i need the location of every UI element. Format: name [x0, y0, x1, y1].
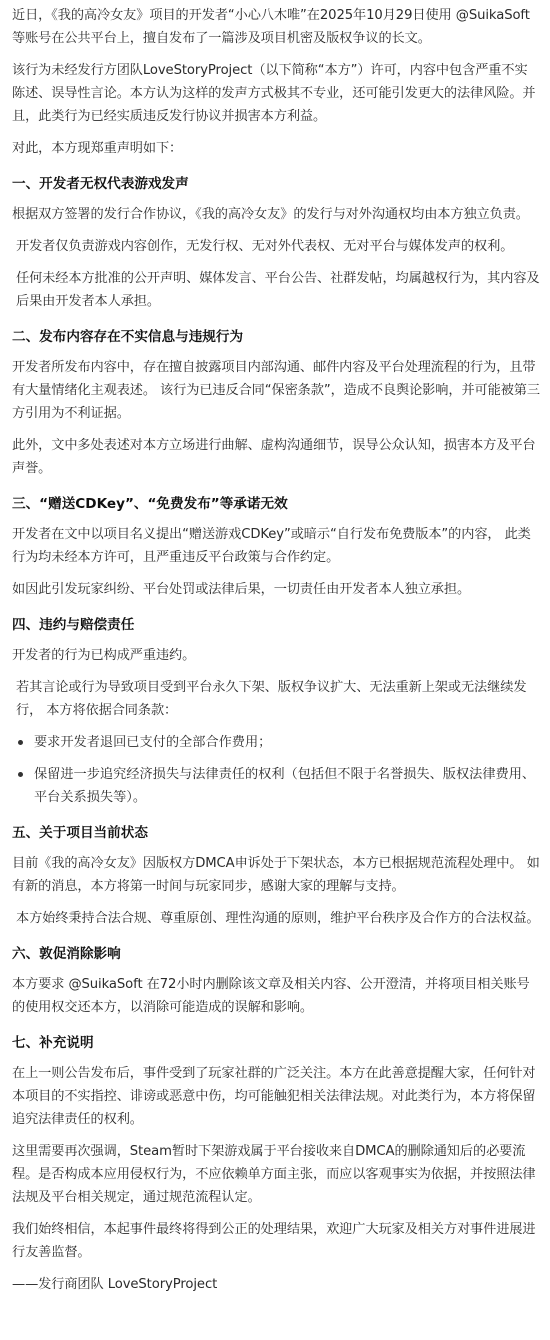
section-4-paragraph-1: 开发者的行为已构成严重违约。 [12, 648, 196, 663]
section-2-paragraph-1: 开发者所发布内容中，存在擅自披露项目内部沟通、邮件内容及平台处理流程的行为，且带有大量情绪化主观表述。 该行为已违反合同“保密条款”，造成不良舆论影响，并可能被第三方引用为不利证据。 [12, 360, 540, 421]
section-3-paragraph-1: 开发者在文中以项目名义提出“赠送游戏CDKey”或暗示“自行发布免费版本”的内容， 此类行为均未经本方许可，且严重违反平台政策与合作约定。 [12, 527, 531, 565]
section-5-paragraph-1: 目前《我的高冷女友》因版权方DMCA申诉处于下架状态，本方已根据规范流程处理中。 如有新的消息，本方将第一时间与玩家同步，感谢大家的理解与支持。 [12, 856, 540, 894]
signature: ——发行商团队 LoveStoryProject [12, 1277, 218, 1292]
section-3-heading: 三、“赠送CDKey”、“免费发布”等承诺无效 [12, 496, 288, 512]
intro-paragraph-3: 对此，本方现郑重声明如下： [12, 141, 183, 156]
section-7-paragraph-2: 这里需要再次强调，Steam暂时下架游戏属于平台接收来自DMCA的删除通知后的必要流程。是否构成本应用侵权行为，不应依赖单方面主张，而应以客观事实为依据，并按照法律法规及平台相关规定，通过规范流程认定。 [12, 1144, 536, 1205]
section-4-heading: 四、违约与赔偿责任 [12, 617, 135, 633]
bullet-icon [18, 740, 23, 745]
bullet-icon [18, 772, 23, 777]
intro-paragraph-2: 该行为未经发行方团队LoveStoryProject（以下简称“本方”）许可，内容中包含严重不实陈述、误导性言论。本方认为这样的发声方式极其不专业，还可能引发更大的法律风险。并且，此类行为已经实质违反发行协议并损害本方利益。 [12, 63, 536, 124]
section-2-paragraph-2: 此外，文中多处表述对本方立场进行曲解、虚构沟通细节，误导公众认知，损害本方及平台声誉。 [12, 438, 536, 476]
intro-paragraph-1: 近日，《我的高冷女友》项目的开发者“小心八木唯”在2025年10月29日使用 @SuikaSoft 等账号在公共平台上，擅自发布了一篇涉及项目机密及版权争议的长文。 [12, 8, 530, 46]
list-item-text: 要求开发者退回已支付的全部合作费用； [34, 735, 272, 750]
section-1-paragraph-3: 任何未经本方批准的公开声明、媒体发言、平台公告、社群发帖，均属越权行为，其内容及后果由开发者本人承担。 [16, 271, 540, 309]
section-6-heading: 六、敦促消除影响 [12, 946, 121, 962]
section-1-heading: 一、开发者无权代表游戏发声 [12, 176, 189, 192]
section-6-paragraph-1: 本方要求 @SuikaSoft 在72小时内删除该文章及相关内容、公开澄清，并将项目相关账号的使用权交还本方，以消除可能造成的误解和影响。 [12, 977, 530, 1015]
section-4-paragraph-2: 若其言论或行为导致项目受到平台永久下架、版权争议扩大、无法重新上架或无法继续发行， 本方将依据合同条款： [16, 680, 527, 718]
section-5-heading: 五、关于项目当前状态 [12, 825, 148, 841]
section-2-heading: 二、发布内容存在不实信息与违规行为 [12, 329, 244, 345]
list-item [12, 763, 540, 809]
section-7-paragraph-3: 我们始终相信，本起事件最终将得到公正的处理结果，欢迎广大玩家及相关方对事件进展进行友善监督。 [12, 1222, 536, 1260]
section-1-paragraph-2: 开发者仅负责游戏内容创作，无发行权、无对外代表权、无对平台与媒体发声的权利。 [16, 239, 514, 254]
section-7-heading: 七、补充说明 [12, 1035, 94, 1051]
section-5-paragraph-2: 本方始终秉持合法合规、尊重原创、理性沟通的原则，维护平台秩序及合作方的合法权益。 [16, 911, 540, 926]
section-3-paragraph-2: 如因此引发玩家纠纷、平台处罚或法律后果，一切责任由开发者本人独立承担。 [12, 582, 471, 597]
section-1-paragraph-1: 根据双方签署的发行合作协议，《我的高冷女友》的发行与对外沟通权均由本方独立负责。 [12, 207, 529, 222]
section-7-paragraph-1: 在上一则公告发布后，事件受到了玩家社群的广泛关注。本方在此善意提醒大家，任何针对本项目的不实指控、诽谤或恶意中伤，均可能触犯相关法律法规。对此类行为，本方将保留追究法律责任的权利。 [12, 1066, 536, 1127]
list-item [12, 731, 540, 754]
section-4-list [12, 731, 540, 809]
list-item-text: 保留进一步追究经济损失与法律责任的权利（包括但不限于名誉损失、版权法律费用、平台关系损失等）。 [34, 767, 536, 805]
